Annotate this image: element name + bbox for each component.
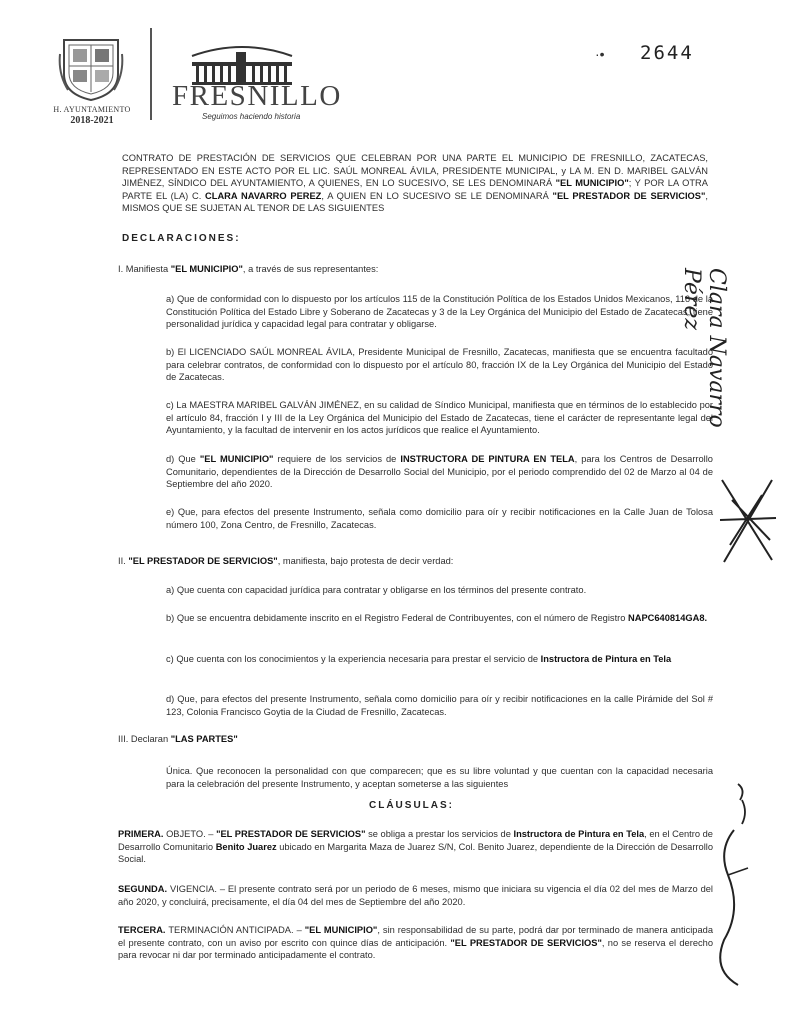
folio-marks: ·• [595,46,605,62]
ayuntamiento-period: 2018-2021 [70,115,114,126]
declaracion-i: I. Manifiesta "EL MUNICIPIO", a través de sus representantes: [118,264,379,274]
signature-rubric-mark [712,470,782,570]
declaracion-i-e: e) Que, para efectos del presente Instrumento, señala como domicilio para oír y recibir notificaciones en la Calle Juan de Tolosa número 100, Zona Centro, de Fresnillo, Zacatecas. [166,507,713,530]
margin-rubric-mark [698,780,758,990]
declaracion-i-b: b) El LICENCIADO SAÚL MONREAL ÁVILA, Presidente Municipal de Fresnillo, Zacatecas, manifiesta que se encuentra facultado para celebrar contratos, de conformidad con lo dispuesto por el artículo 80, fracción IX de la Ley Orgánica del Municipio del Estado de Zacatecas. [166,347,713,383]
declaracion-iii-unica: Única. Que reconocen la personalidad con que comparecen; que es su libre voluntad y que cuentan con la capacidad necesaria para la celebración del presente Instrumento, y aceptan someterse a las siguientes [166,766,713,789]
clausula-tercera: TERCERA. TERMINACIÓN ANTICIPADA. – "EL MUNICIPIO", sin responsabilidad de su parte, podrá dar por terminado de manera anticipada el presente contrato, con un aviso por escrito con quince días de anticipación. "EL PRESTADOR DE SERVICIOS", no se reserva el derecho para revocar ni dar por terminado anticipadamente el contrato. [118,925,713,961]
handwritten-signature: Clara Navarro Pérez [679,268,729,428]
clausula-primera: PRIMERA. OBJETO. – "EL PRESTADOR DE SERVICIOS" se obliga a prestar los servicios de Instructora de Pintura en Tela, en el Centro de Desarrollo Comunitario Benito Juarez ubicado en Margarita Maza de Juarez S/N, Col. Benito Juarez, dependiente de la Dirección de Desarrollo Social. [118,829,714,865]
declaracion-ii-c: c) Que cuenta con los conocimientos y la experiencia necesaria para prestar el servicio de Instructora de Pintura en Tela [166,654,672,664]
declaracion-iii: III. Declaran "LAS PARTES" [118,734,238,744]
declaraciones-heading: DECLARACIONES: [122,233,241,244]
ayuntamiento-label [48,104,136,126]
municipal-crest-logo [58,34,124,102]
folio-number: 2644 [640,42,694,64]
declaracion-ii: II. "EL PRESTADOR DE SERVICIOS", manifiesta, bajo protesta de decir verdad: [118,556,454,566]
declaracion-i-d: d) Que "EL MUNICIPIO" requiere de los servicios de INSTRUCTORA DE PINTURA EN TELA, para los Centros de Desarrollo Comunitario, dependientes de la Dirección de Desarrollo Social del Municipio, por el periodo comprendido del 02 de Marzo al 04 de Septiembre del año 2020. [166,454,713,490]
ayuntamiento-line1: H. AYUNTAMIENTO [53,105,131,114]
brand-slogan: Seguimos haciendo historia [202,112,301,121]
declaracion-ii-d: d) Que, para efectos del presente Instrumento, señala como domicilio para oír y recibir notificaciones en la calle Pirámide del Sol # 123, Colonia Francisco Goytia de la Ciudad de Fresnillo, Zacatecas. [166,694,713,717]
clausulas-heading: CLÁUSULAS: [369,800,454,811]
brand-name: FRESNILLO [172,80,342,112]
declaracion-ii-a: a) Que cuenta con capacidad jurídica para contratar y obligarse en los términos del presente contrato. [166,585,587,595]
contract-intro: CONTRATO DE PRESTACIÓN DE SERVICIOS QUE CELEBRAN POR UNA PARTE EL MUNICIPIO DE FRESNILLO, ZACATECAS, REPRESENTADO EN ESTE ACTO POR EL LIC. SAÚL MONREAL ÁVILA, PRESIDENTE MUNICIPAL, y LA M. EN D. MARIBEL GALVÁN JIMÉNEZ, SÍNDICO DEL AYUNTAMIENTO, A QUIENES, EN LO SUCESIVO, SE LES DENOMINARÁ "EL MUNICIPIO"; Y POR LA OTRA PARTE EL (LA) C. CLARA NAVARRO PEREZ, A QUIEN EN LO SUCESIVO SE LE DENOMINARÁ "EL PRESTADOR DE SERVICIOS", MISMOS QUE SE SUJETAN AL TENOR DE LAS SIGUIENTES [122,153,708,214]
declaracion-i-c: c) La MAESTRA MARIBEL GALVÁN JIMÉNEZ, en su calidad de Síndico Municipal, manifiesta que en términos de lo establecido por el artículo 84, fracción I y III de la Ley Orgánica del Municipio del Estado de Zacatecas, tiene el carácter de representante legal del Ayuntamiento, y la facultad de intervenir en los actos jurídicos que realice el Ayuntamiento. [166,400,713,436]
declaracion-ii-b: b) Que se encuentra debidamente inscrito en el Registro Federal de Contribuyentes, con el número de Registro NAPC640814GA8. [166,613,708,623]
clausula-segunda: SEGUNDA. VIGENCIA. – El presente contrato será por un periodo de 6 meses, mismo que iniciara su vigencia el día 02 del mes de Marzo del año 2020, y concluirá, precisamente, el día 04 del mes de Septiembre del año 2020. [118,884,713,907]
header-divider [150,28,152,120]
declaracion-i-a: a) Que de conformidad con lo dispuesto por los artículos 115 de la Constitución Política de los Estados Unidos Mexicanos, 116 de la Constitución Política del Estado Libre y Soberano de Zacatecas y 3 de la Ley Orgánica del Municipio del Estado de Zacatecas, tiene personalidad jurídica y capacidad legal para contratar y obligarse. [166,294,713,330]
